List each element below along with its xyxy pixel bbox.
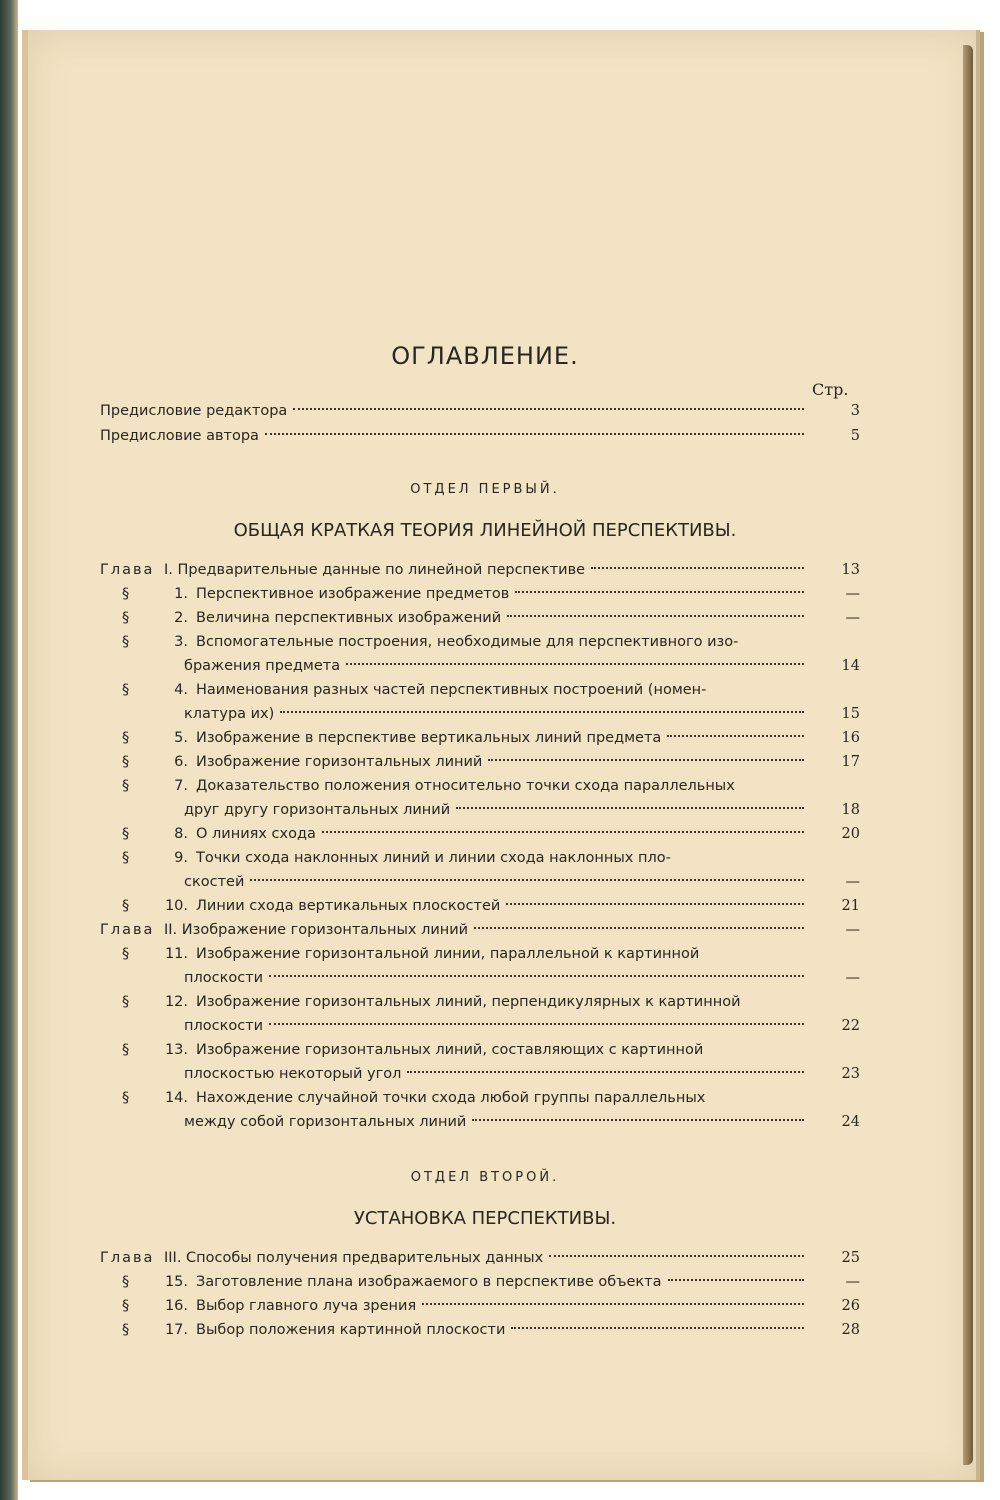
leader-dots [667, 735, 804, 737]
toc-label: Величина перспективных изображений [196, 610, 502, 626]
toc-label: Изображение горизонтальных линий, перпендикулярных к картинной [196, 994, 741, 1010]
page-title: ОГЛАВЛЕНИЕ. [391, 342, 579, 370]
leader-dots [549, 1255, 804, 1257]
toc-entry-continuation [184, 870, 860, 894]
section-sign: § [122, 586, 130, 602]
leader-dots [515, 591, 804, 593]
section-number: 6. [174, 754, 188, 770]
section-number: 16. [164, 1298, 188, 1314]
section-number: 17. [164, 1322, 188, 1338]
toc-label-continuation: между собой горизонтальных линий [184, 1114, 467, 1130]
section-number: 13. [164, 1042, 188, 1058]
section-number: 2. [174, 610, 188, 626]
toc-label: Предисловие автора [100, 428, 259, 444]
part-title: УСТАНОВКА ПЕРСПЕКТИВЫ. [353, 1208, 617, 1229]
toc-entry [100, 678, 860, 702]
leader-dots [507, 615, 804, 617]
leader-dots [269, 1023, 804, 1025]
section-number: 7. [174, 778, 188, 794]
toc-label: Линии схода вертикальных плоскостей [196, 898, 501, 914]
toc-page: 26 [841, 1298, 860, 1314]
section-number: 14. [164, 1090, 188, 1106]
toc-label: II. Изображение горизонтальных линий [164, 922, 469, 938]
toc-label: Изображение горизонтальных линий [196, 754, 483, 770]
section-sign: § [122, 754, 130, 770]
toc-page: 14 [841, 658, 860, 674]
section-number: 9. [174, 850, 188, 866]
toc-entry [100, 630, 860, 654]
leader-dots [265, 433, 804, 435]
section-sign: § [122, 778, 130, 794]
section-number: 12. [164, 994, 188, 1010]
toc-page: — [845, 970, 860, 986]
part-title: ОБЩАЯ КРАТКАЯ ТЕОРИЯ ЛИНЕЙНОЙ ПЕРСПЕКТИВЫ. [233, 520, 737, 541]
toc-entry [100, 894, 860, 918]
section-number: 15. [164, 1274, 188, 1290]
toc-page: — [845, 610, 860, 626]
toc-page: 17 [841, 754, 860, 770]
toc-entry-continuation [184, 1062, 860, 1086]
toc-entry-continuation [184, 1110, 860, 1134]
toc-label-continuation: друг другу горизонтальных линий [184, 802, 451, 818]
toc-page: 18 [841, 802, 860, 818]
leader-dots [322, 831, 804, 833]
toc-entry [100, 774, 860, 798]
section-sign: § [122, 682, 130, 698]
toc-entry [100, 918, 860, 942]
leader-dots [456, 807, 804, 809]
toc-entry [100, 582, 860, 606]
toc-label: Перспективное изображение предметов [196, 586, 510, 602]
toc-entry-continuation [184, 654, 860, 678]
section-sign: § [122, 1322, 130, 1338]
leader-dots [250, 879, 804, 881]
toc-entry [100, 1318, 860, 1342]
page-column-header: Стр. [812, 380, 849, 399]
toc-entry [100, 558, 860, 582]
section-number: 3. [174, 634, 188, 650]
leader-dots [407, 1071, 804, 1073]
toc-label-continuation: клатура их) [184, 706, 275, 722]
toc-label: Изображение горизонтальной линии, параллельной к картинной [196, 946, 700, 962]
toc-page: — [845, 586, 860, 602]
toc-entry [100, 846, 860, 870]
toc-label: Вспомогательные построения, необходимые для перспективного изо- [196, 634, 739, 650]
toc-entry-continuation [184, 798, 860, 822]
toc-label: III. Способы получения предварительных данных [164, 1250, 544, 1266]
leader-dots [474, 927, 804, 929]
toc-page: 3 [850, 403, 860, 419]
toc-label: Наименования разных частей перспективных построений (номен- [196, 682, 707, 698]
toc-page: 28 [841, 1322, 860, 1338]
section-number: 5. [174, 730, 188, 746]
toc-entry [100, 1294, 860, 1318]
toc-label-continuation: плоскости [184, 1018, 264, 1034]
book-spine [0, 0, 18, 1500]
section-sign: § [122, 898, 130, 914]
section-sign: § [122, 1042, 130, 1058]
chapter-prefix: Глава [100, 922, 155, 938]
section-sign: § [122, 1298, 130, 1314]
toc-page: 20 [841, 826, 860, 842]
toc-label-continuation: бражения предмета [184, 658, 341, 674]
toc-label: Нахождение случайной точки схода любой группы параллельных [196, 1090, 706, 1106]
toc-entry [100, 424, 860, 448]
leader-dots [506, 903, 804, 905]
toc-entry [100, 942, 860, 966]
toc-page: 13 [841, 562, 860, 578]
leader-dots [668, 1279, 805, 1281]
section-sign: § [122, 1090, 130, 1106]
toc-label: Предисловие редактора [100, 403, 288, 419]
leader-dots [280, 711, 804, 713]
toc-label: Изображение горизонтальных линий, составляющих с картинной [196, 1042, 704, 1058]
toc-label: Выбор главного луча зрения [196, 1298, 417, 1314]
section-number: 4. [174, 682, 188, 698]
leader-dots [488, 759, 804, 761]
toc-page: 15 [841, 706, 860, 722]
toc-page: — [845, 922, 860, 938]
toc-entry-continuation [184, 702, 860, 726]
toc-entry [100, 1270, 860, 1294]
toc-label: Заготовление плана изображаемого в перспективе объекта [196, 1274, 662, 1290]
leader-dots [422, 1303, 804, 1305]
part-label: ОТДЕЛ ПЕРВЫЙ. [410, 482, 560, 497]
toc-entry-continuation [184, 966, 860, 990]
chapter-prefix: Глава [100, 562, 155, 578]
section-number: 10. [164, 898, 188, 914]
section-sign: § [122, 1274, 130, 1290]
section-sign: § [122, 850, 130, 866]
page-edge [963, 45, 973, 1465]
toc-label: Доказательство положения относительно точки схода параллельных [196, 778, 735, 794]
leader-dots [293, 408, 804, 410]
section-number: 1. [174, 586, 188, 602]
toc-entry [100, 990, 860, 1014]
toc-page: 22 [841, 1018, 860, 1034]
toc-page: — [845, 1274, 860, 1290]
toc-page: 25 [841, 1250, 860, 1266]
toc-entry [100, 750, 860, 774]
section-sign: § [122, 610, 130, 626]
section-sign: § [122, 946, 130, 962]
leader-dots [269, 975, 804, 977]
toc-entry [100, 822, 860, 846]
section-number: 8. [174, 826, 188, 842]
toc-page: 16 [841, 730, 860, 746]
leader-dots [472, 1119, 804, 1121]
toc-label-continuation: плоскости [184, 970, 264, 986]
toc-page: 21 [841, 898, 860, 914]
toc-label: Выбор положения картинной плоскости [196, 1322, 506, 1338]
toc-entry [100, 606, 860, 630]
leader-dots [591, 567, 804, 569]
toc-label: I. Предварительные данные по линейной перспективе [164, 562, 586, 578]
toc-page: 23 [841, 1066, 860, 1082]
toc-entry [100, 1246, 860, 1270]
chapter-prefix: Глава [100, 1250, 155, 1266]
toc-label-continuation: скостей [184, 874, 245, 890]
toc-label-continuation: плоскостью некоторый угол [184, 1066, 402, 1082]
section-sign: § [122, 730, 130, 746]
section-sign: § [122, 826, 130, 842]
toc-page: — [845, 874, 860, 890]
toc-page: 5 [850, 428, 860, 444]
toc-entry [100, 1086, 860, 1110]
toc-entry [100, 726, 860, 750]
toc-entry [100, 1038, 860, 1062]
leader-dots [511, 1327, 804, 1329]
toc-page: 24 [841, 1114, 860, 1130]
toc-label: О линиях схода [196, 826, 316, 842]
toc-label: Изображение в перспективе вертикальных линий предмета [196, 730, 662, 746]
section-sign: § [122, 634, 130, 650]
part-label: ОТДЕЛ ВТОРОЙ. [410, 1170, 560, 1185]
section-number: 11. [164, 946, 188, 962]
toc-entry [100, 399, 860, 423]
toc-label: Точки схода наклонных линий и линии схода наклонных пло- [196, 850, 671, 866]
toc-entry-continuation [184, 1014, 860, 1038]
leader-dots [346, 663, 804, 665]
section-sign: § [122, 994, 130, 1010]
